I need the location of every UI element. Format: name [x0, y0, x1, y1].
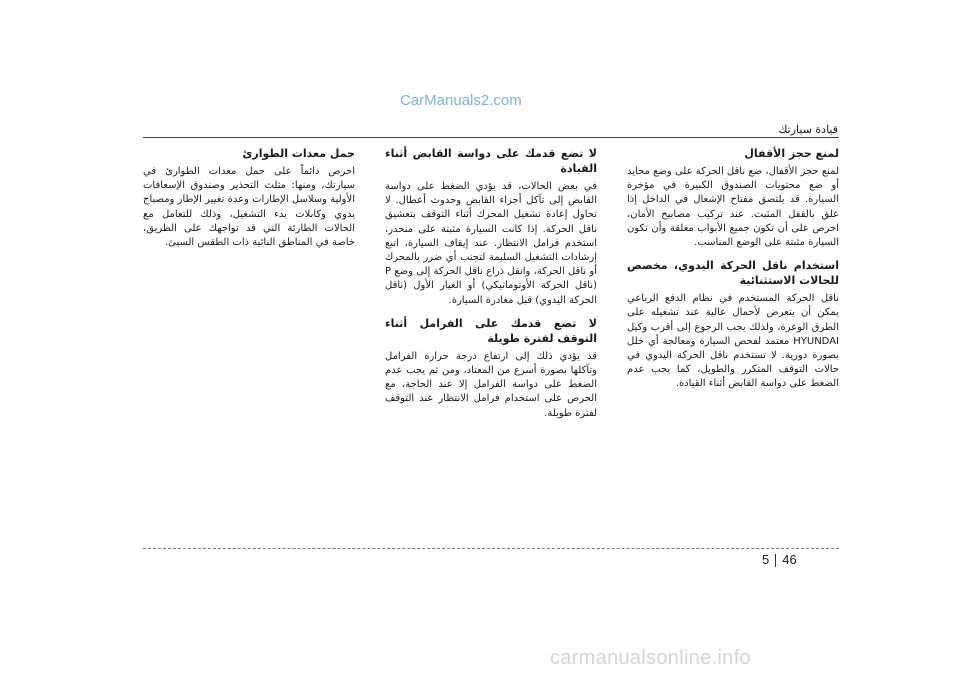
heading-clutch-pedal: لا تضع قدمك على دواسة القابض أثناء القيادة [385, 147, 597, 175]
heading-emergency-equipment: حمل معدات الطوارئ [242, 147, 355, 160]
paragraph-clutch-pedal: في بعض الحالات، قد يؤدي الضغط على دواسة القابض إلى تآكل أجزاء القابض وحدوث أعطال. لا تحاول إعادة تشغيل المحرك أثناء التوقف بتعشيق ناقل الحركة. إذا كانت السيارة مثبتة على منحدر، استخدم فرامل الانتظار. عند إيقاف السيارة، اتبع إرشادات التشغيل السليمة لتجنب أي ضرر بالمحرك أو ناقل الحركة، وانقل ذراع ناقل الحركة إلى وضع P (ناقل الحركة الأوتوماتيكي) أو الغيار الأول (ناقل الحركة اليدوي) قبل مغادرة السيارة. [385, 181, 597, 306]
footer-rule [143, 548, 839, 549]
page-number [762, 552, 797, 567]
text-columns [143, 146, 839, 536]
header-rule [143, 137, 839, 138]
heading-manual-transmission: استخدام ناقل الحركة اليدوي، مخصص للحالات الاستثنائية [627, 259, 839, 288]
heading-brake-pedal: لا تضع قدمك على الفرامل أثناء التوقف لفترة طويلة [385, 316, 597, 345]
paragraph-brake-pedal: قد يؤدي ذلك إلى ارتفاع درجة حرارة الفرامل وتآكلها بصورة أسرع من المعتاد، ومن ثم يجب عدم الضغط على دواسة الفرامل إلا عند الحاجة، مع الحرص على استخدام فرامل الانتظار عند التوقف لفترة طويلة. [385, 350, 597, 419]
section-number: 5 [762, 552, 770, 567]
running-head: قيادة سيارتك [778, 123, 838, 136]
column-middle [385, 146, 597, 536]
paragraph-prevent-lock: لمنع حجز الأقفال، ضع ناقل الحركة على وضع محايد أو ضع محتويات الصندوق الكبيرة في مؤخرة السيارة. قد يلتصق مفتاح الإشعال في الداخل إذا علق بالقفل المثبت. عند تركيب مصابيح الأمان، احرص على أن تكون جميع الأبواب مغلقة وأن تكون السيارة مثبتة على الوضع المناسب. [627, 166, 839, 249]
page-separator [775, 554, 776, 567]
column-left [143, 146, 355, 536]
heading-prevent-lock: لمنع حجز الأقفال [744, 147, 839, 160]
paragraph-emergency-equipment: احرص دائماً على حمل معدات الطوارئ في سيارتك، ومنها: مثلث التحذير وصندوق الإسعافات الأولية وسلاسل الإطارات وعدة تغيير الإطار ومصباح يدوي وكابلات بدء التشغيل، وذلك للتعامل مع الحالات الطارئة التي قد تواجهك على الطريق، خاصة في المناطق النائية ذات الطقس السيئ. [143, 166, 355, 249]
page-number-value: 46 [782, 552, 797, 567]
column-right [627, 146, 839, 536]
watermark-top: CarManuals2.com [400, 92, 522, 109]
watermark-bottom: carmanualsonline.info [550, 647, 751, 669]
paragraph-manual-transmission: ناقل الحركة المستخدم في نظام الدفع الرباعي يمكن أن يتعرض لأحمال عالية عند تشغيله على الطرق الوعرة، ولذلك يجب الرجوع إلى أقرب وكيل HYUNDAI معتمد لفحص السيارة ومعالجة أي خلل بصورة دورية. لا تستخدم ناقل الحركة اليدوي في حالات التوقف المتكرر والطويل، كما يجب عدم الضغط على دواسة القابض أثناء القيادة. [627, 293, 839, 390]
